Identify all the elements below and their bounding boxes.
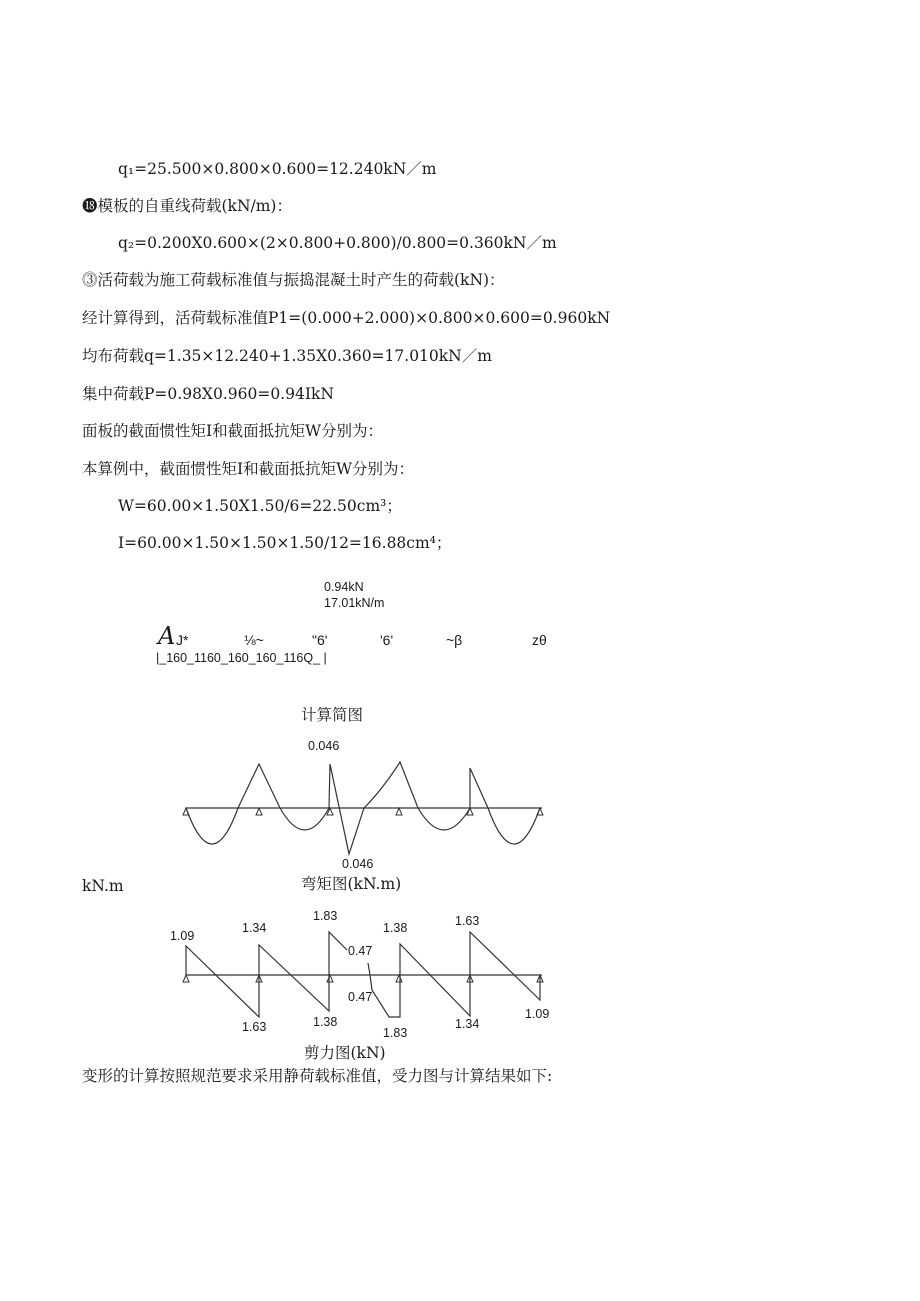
shear-support-3 xyxy=(327,975,333,982)
w-equation: W=60.00×1.50X1.50/6=22.50cm³； xyxy=(118,497,402,515)
item-2-heading: ⓲模板的自重线荷载(kN/m)： xyxy=(82,197,292,215)
load-glyph-a: A xyxy=(158,622,176,650)
distributed-load-label: 17.01kN/m xyxy=(324,596,385,610)
section-line: 面板的截面惯性矩I和截面抵抗矩W分别为： xyxy=(82,422,384,440)
shear-top-label-2: 1.34 xyxy=(242,921,267,935)
p-line: 集中荷载P=0.98X0.960=0.94IkN xyxy=(82,385,334,403)
support-1 xyxy=(183,808,189,815)
support-6 xyxy=(537,808,543,815)
load-glyph-3: "6' xyxy=(312,632,328,648)
q-line: 均布荷载q=1.35×12.240+1.35X0.360=17.010kN／m xyxy=(82,347,492,365)
i-equation: I=60.00×1.50×1.50×1.50/12=16.88cm⁴； xyxy=(118,534,452,552)
support-2 xyxy=(256,808,262,815)
shear-bottom-label-4: 1.83 xyxy=(383,1026,408,1040)
span-dimensions: |_160_1160_160_160_116Q_ | xyxy=(156,651,327,665)
load-glyph-5: ~β xyxy=(446,632,463,648)
moment-top-value: 0.046 xyxy=(308,739,340,753)
shear-bottom-label-1: 1.63 xyxy=(242,1020,267,1034)
shear-bottom-label-5: 1.34 xyxy=(455,1017,480,1031)
load-glyph-2: ⅛~ xyxy=(244,632,264,648)
shear-bottom-label-2: 1.38 xyxy=(313,1015,338,1029)
shear-support-4 xyxy=(396,975,402,982)
shear-top-label-6: 1.63 xyxy=(455,914,480,928)
q1-equation: q₁=25.500×0.800×0.600=12.240kN／m xyxy=(118,160,437,178)
moment-diagram xyxy=(183,739,543,893)
load-glyph-1: J* xyxy=(176,632,189,648)
moment-diagram-title: 弯矩图(kN.m) xyxy=(301,875,402,893)
shear-top-label-5: 1.38 xyxy=(383,921,408,935)
example-line: 本算例中，截面惯性矩I和截面抵抗矩W分别为： xyxy=(82,460,415,478)
point-load-label: 0.94kN xyxy=(324,580,364,594)
shear-support-1 xyxy=(183,975,189,982)
knm-unit-label: kN.m xyxy=(82,877,124,895)
shear-bottom-label-3: 0.47 xyxy=(348,990,373,1004)
shear-diagram xyxy=(170,909,549,1062)
q2-equation: q₂=0.200X0.600×(2×0.800+0.800)/0.800=0.360kN／m xyxy=(118,234,557,252)
p1-line: 经计算得到，活荷载标准值P1=(0.000+2.000)×0.800×0.600=0.960kN xyxy=(82,309,611,327)
moment-bottom-value: 0.046 xyxy=(342,857,374,871)
load-diagram-title: 计算简图 xyxy=(301,706,364,724)
shear-top-label-3: 1.83 xyxy=(313,909,338,923)
load-glyph-4: '6' xyxy=(380,632,394,648)
final-line: 变形的计算按照规范要求采用静荷载标准值，受力图与计算结果如下: xyxy=(82,1067,553,1085)
shear-top-label-4: 0.47 xyxy=(348,944,373,958)
item-3-heading: ⓷活荷载为施工荷载标准值与振捣混凝土时产生的荷载(kN)： xyxy=(82,271,505,289)
load-glyph-6: zθ xyxy=(532,632,547,648)
shear-bottom-label-6: 1.09 xyxy=(525,1007,550,1021)
support-4 xyxy=(396,808,402,815)
shear-supports xyxy=(183,975,543,982)
shear-diagram-title: 剪力图(kN) xyxy=(304,1044,386,1062)
shear-top-label-1: 1.09 xyxy=(170,929,195,943)
